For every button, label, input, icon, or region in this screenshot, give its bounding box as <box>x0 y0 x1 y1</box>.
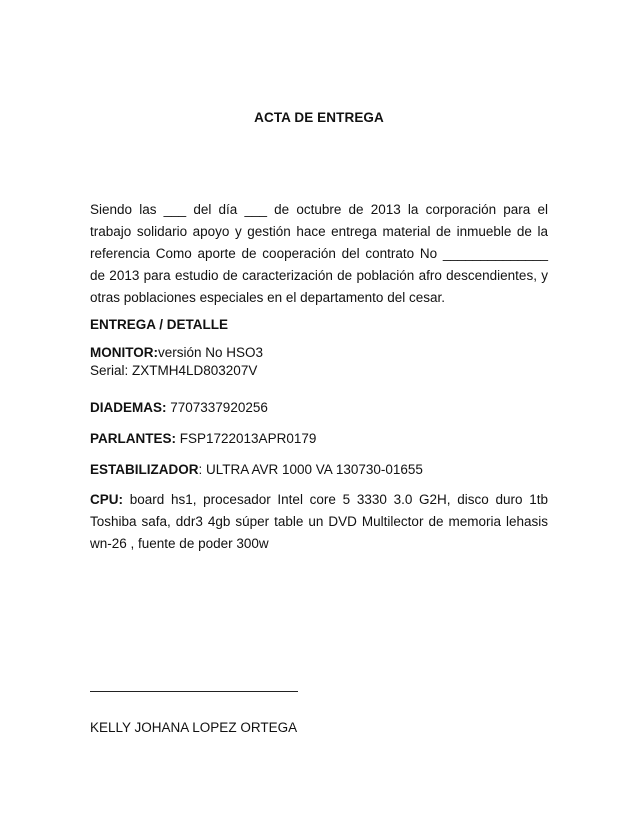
parlantes-value: FSP1722013APR0179 <box>176 431 317 446</box>
document-title: ACTA DE ENTREGA <box>254 110 384 125</box>
monitor-value: versión No HSO3 <box>158 345 264 360</box>
signature-name: KELLY JOHANA LOPEZ ORTEGA <box>90 720 298 735</box>
parlantes-label: PARLANTES: <box>90 431 176 446</box>
diademas-item <box>90 397 548 419</box>
monitor-serial: Serial: ZXTMH4LD803207V <box>90 363 258 378</box>
parlantes-item <box>90 428 548 450</box>
monitor-label: MONITOR: <box>90 345 158 360</box>
diademas-value: 7707337920256 <box>166 400 268 415</box>
estabilizador-item <box>90 459 548 481</box>
cpu-value: board hs1, procesador Intel core 5 3330 3.0 G2H, disco duro 1tb Toshiba safa, ddr3 4gb súper table un DVD Multilector de memoria lehasis wn-26 , fuente de poder 300w <box>90 492 548 551</box>
signature-line <box>90 691 298 692</box>
estabilizador-label: ESTABILIZADOR <box>90 462 199 477</box>
diademas-label: DIADEMAS: <box>90 400 167 415</box>
estabilizador-value: : ULTRA AVR 1000 VA 130730-01655 <box>198 462 423 477</box>
intro-paragraph: Siendo las ___ del día ___ de octubre de 2013 la corporación para el trabajo solidario apoyo y gestión hace entrega material de inmueble de la referencia Como aporte de cooperación del contrato No ______________ de 2013 para estudio de caracterización de población afro descendientes, y otras poblaciones especiales en el departamento del cesar. <box>90 202 548 305</box>
section-heading: ENTREGA / DETALLE <box>90 317 228 332</box>
cpu-label: CPU: <box>90 492 123 507</box>
monitor-item <box>90 344 548 380</box>
monitor-line <box>90 344 548 362</box>
cpu-item <box>90 489 548 555</box>
